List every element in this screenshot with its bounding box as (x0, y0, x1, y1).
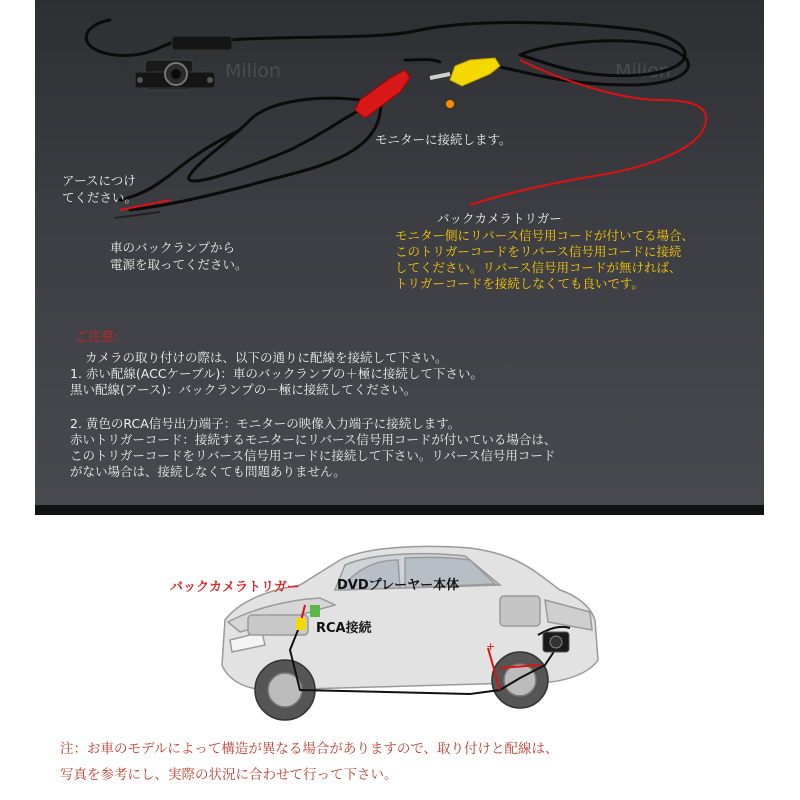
notes-item1-line1: 1. 赤い配線(ACCケーブル)：車のバックランプの＋極に接続して下さい。 (70, 366, 483, 381)
bottom-note-line1: 注：お車のモデルによって構造が異なる場合がありますので、取り付けと配線は、 (60, 741, 559, 757)
plus-sign: + (486, 640, 496, 653)
notes-item2-line4: がない場合は、接続しなくても問題ありません。 (70, 464, 346, 479)
notes-title: ご注意: (75, 330, 119, 345)
backlamp-label-line1: 車のバックランプから (110, 240, 236, 255)
trigger-title: バックカメラトリガー (437, 211, 562, 226)
trigger-desc-line2: このトリガーコードをリバース信号用コードに接続 (395, 244, 682, 259)
watermark: Milion (615, 60, 671, 82)
backlamp-label-line2: 電源を取ってください。 (110, 257, 248, 272)
trigger-desc-line1: モニター側にリバース信号用コードが付いてる場合、 (395, 228, 695, 243)
monitor-label: モニターに接続します。 (375, 132, 512, 147)
watermark: Milion (225, 60, 281, 82)
car-rca-label: RCA接続 (316, 621, 372, 636)
ground-label-line1: アースにつけ (62, 173, 136, 188)
notes-intro: カメラの取り付けの際は、以下の通りに配線を接続して下さい。 (85, 350, 448, 365)
notes-item2-line3: このトリガーコードをリバース信号用コードに接続して下さい。リバース信号用コード (70, 448, 556, 463)
bottom-note-line2: 写真を参考にし、実際の状況に合わせて行って下さい。 (60, 767, 398, 783)
trigger-desc-line4: トリガーコードを接続しなくても良いです。 (395, 276, 644, 291)
notes-item2-line1: 2. 黄色のRCA信号出力端子：モニターの映像入力端子に接続します。 (70, 416, 461, 431)
notes-item1-line2: 黒い配線(アース)：バックランプの－極に接続してください。 (70, 382, 417, 397)
car-trigger-label: バックカメラトリガー (170, 580, 300, 595)
trigger-desc-line3: してください。リバース信号用コードが無ければ、 (395, 260, 682, 275)
notes-item2-line2: 赤いトリガーコード：接続するモニターにリバース信号用コードが付いている場合は、 (70, 432, 557, 447)
car-dvd-label: DVDプレーヤー本体 (337, 578, 460, 593)
ground-label-line2: てください。 (62, 190, 138, 205)
car-rca-plug (296, 618, 306, 630)
car-green-plug (310, 605, 320, 617)
